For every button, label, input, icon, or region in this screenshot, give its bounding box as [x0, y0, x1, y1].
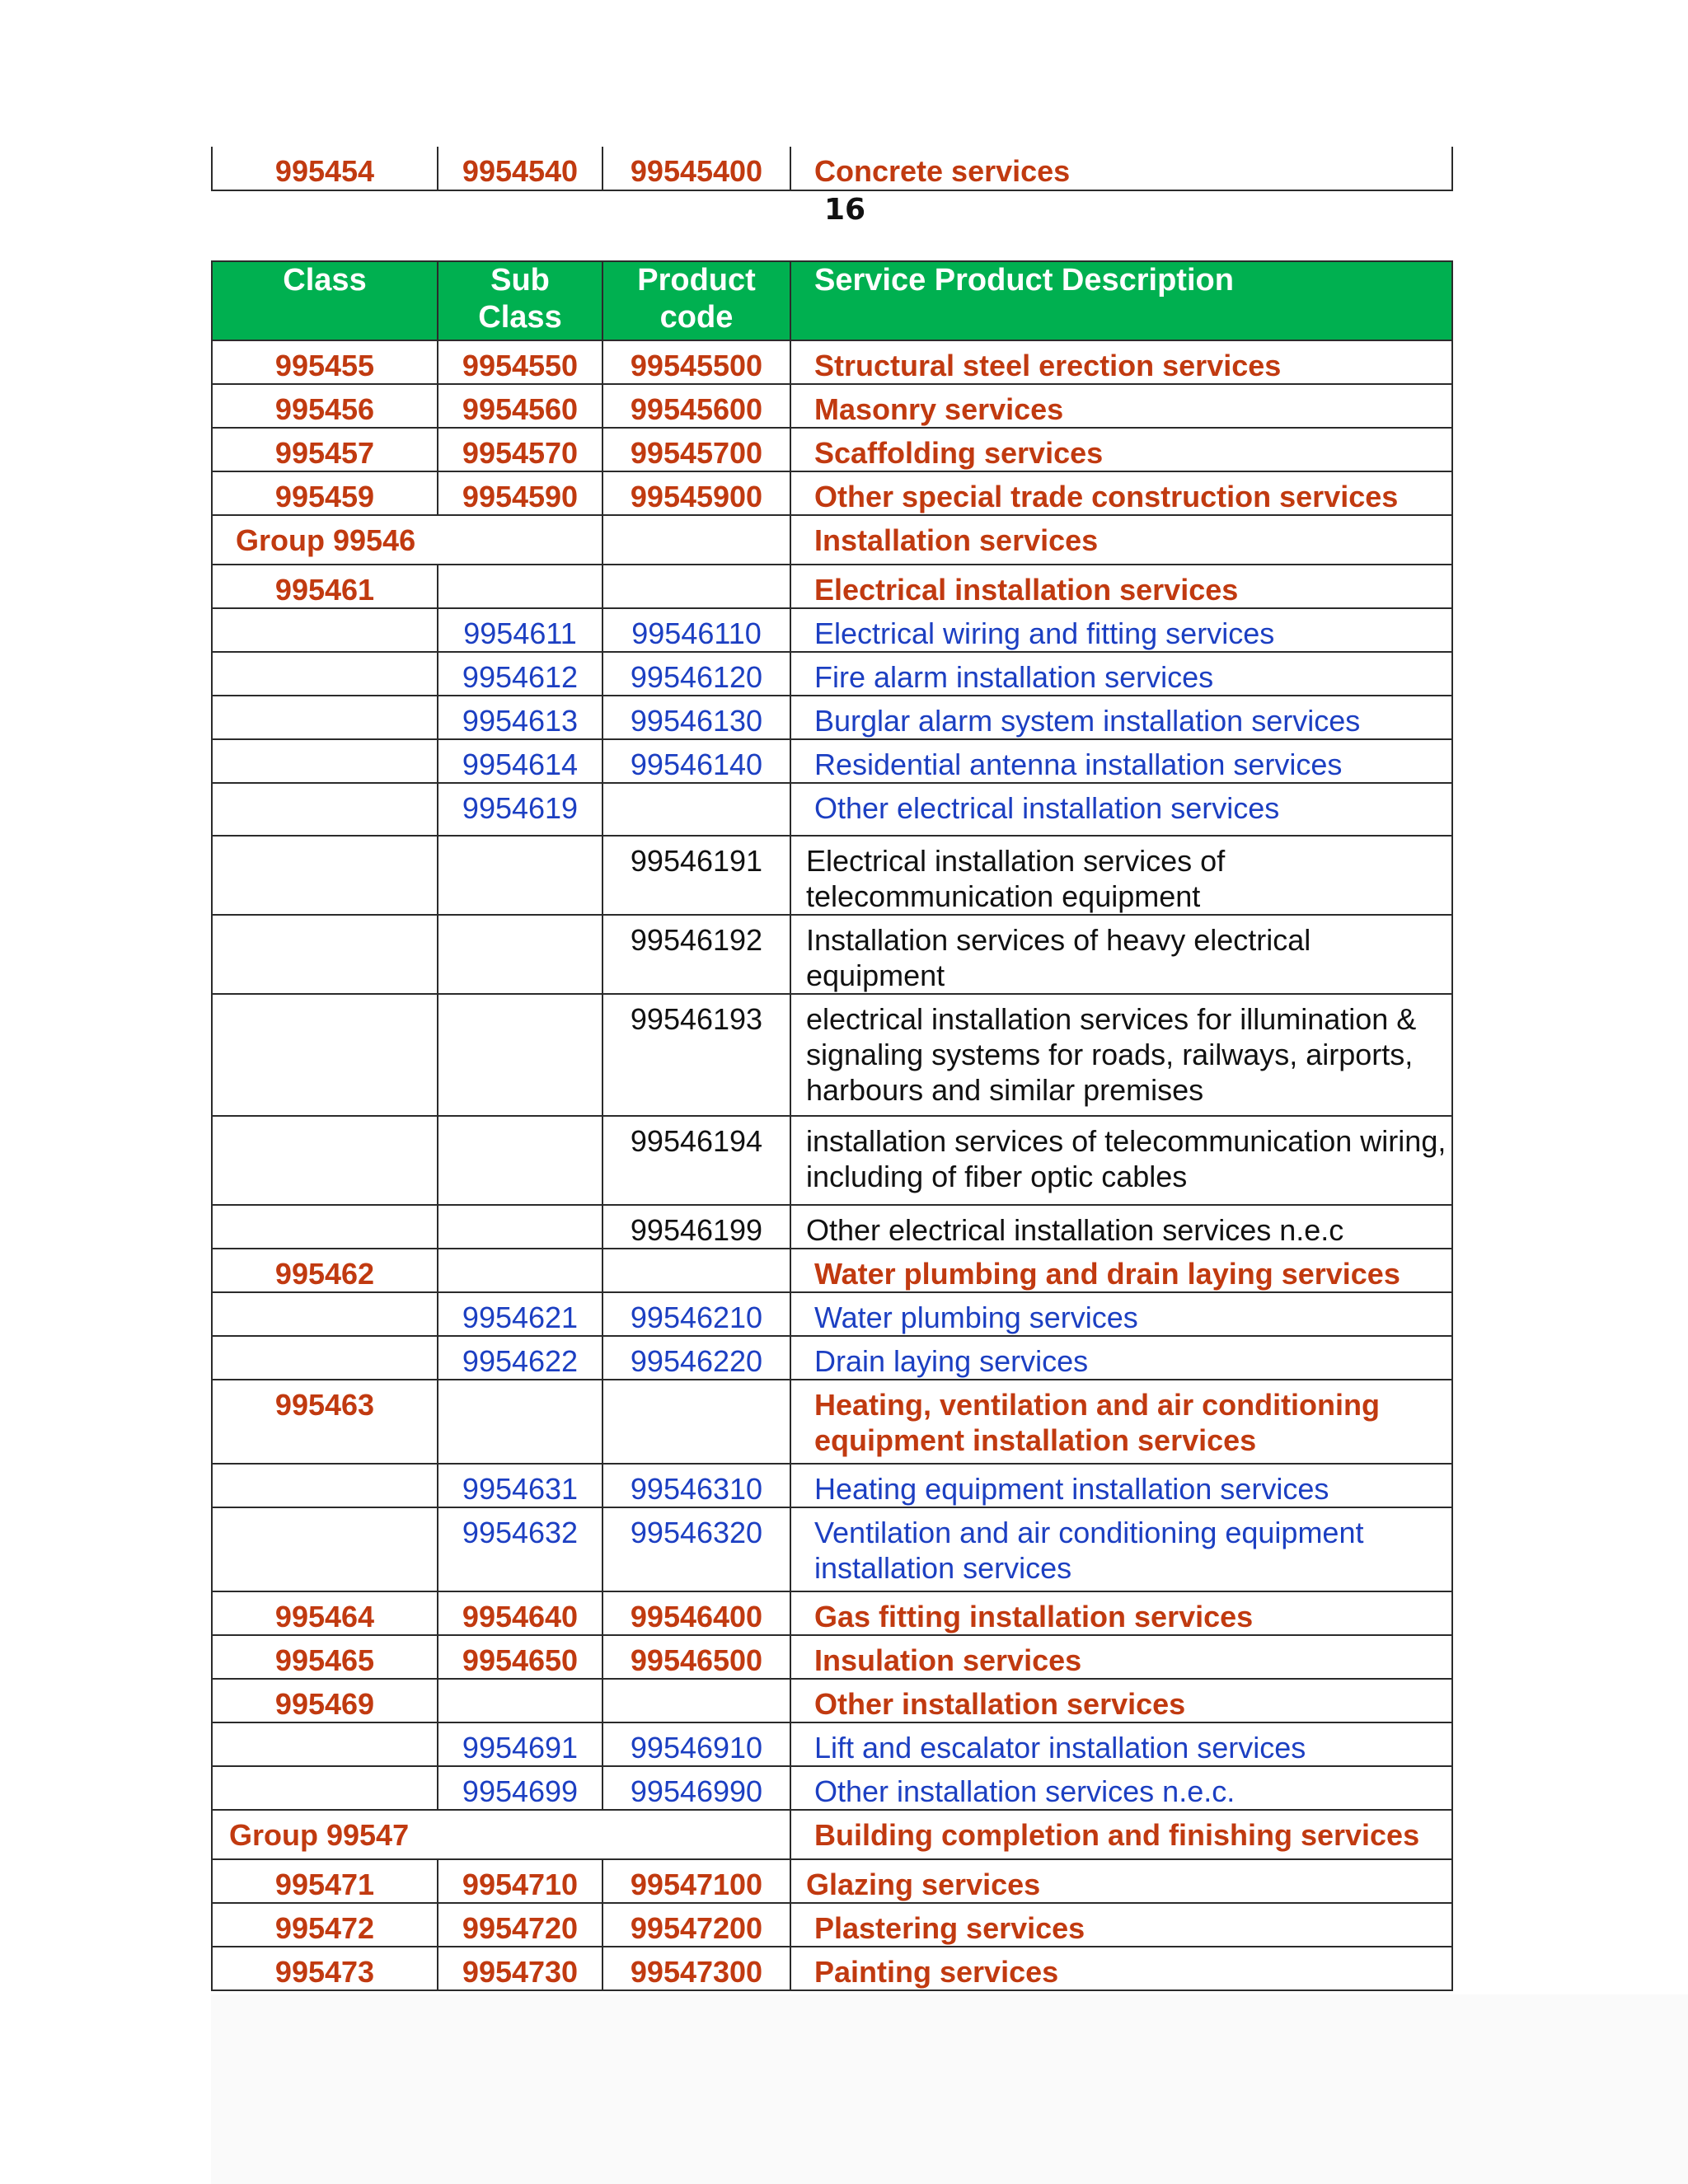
subclass-cell: 9954614: [438, 739, 603, 783]
description-cell: Burglar alarm system installation services: [790, 696, 1452, 739]
product-code-cell: 99545600: [603, 384, 790, 428]
class-cell: [212, 836, 438, 915]
description-cell: Masonry services: [790, 384, 1452, 428]
subclass-cell: 9954611: [438, 608, 603, 652]
page-bottom-shade: [211, 1994, 1688, 2184]
class-cell: 995456: [212, 384, 438, 428]
description-cell: Other special trade construction services: [790, 471, 1452, 515]
product-code-cell: [603, 1249, 790, 1292]
continued-table: [211, 147, 1453, 191]
product-code-cell: 99547100: [603, 1859, 790, 1903]
description-cell: Electrical installation services: [790, 565, 1452, 608]
table-row: [212, 1380, 1452, 1464]
class-cell: [212, 1766, 438, 1810]
table-row: [212, 1635, 1452, 1679]
class-cell: [212, 783, 438, 836]
subclass-cell: [438, 1205, 603, 1249]
product-code-cell: 99546310: [603, 1464, 790, 1507]
description-cell: Concrete services: [790, 147, 1452, 190]
table-row: [212, 147, 1452, 190]
product-code-cell: 99546140: [603, 739, 790, 783]
description-cell: Lift and escalator installation services: [790, 1722, 1452, 1766]
class-cell: 995457: [212, 428, 438, 471]
product-code-cell: 99546220: [603, 1336, 790, 1380]
table-row: [212, 428, 1452, 471]
subclass-cell: 9954590: [438, 471, 603, 515]
class-cell: 995454: [212, 147, 438, 190]
product-code-cell: 99546110: [603, 608, 790, 652]
description-cell: Installation services of heavy electrical equipment: [790, 915, 1452, 994]
subclass-cell: 9954710: [438, 1859, 603, 1903]
product-code-cell: 99546192: [603, 915, 790, 994]
class-cell: 995462: [212, 1249, 438, 1292]
class-cell: 995473: [212, 1947, 438, 1990]
description-cell: electrical installation services for illumination & signaling systems for roads, railways, airports, harbours and similar premises: [790, 994, 1452, 1116]
subclass-cell: 9954632: [438, 1507, 603, 1591]
subclass-cell: [438, 836, 603, 915]
class-cell: 995459: [212, 471, 438, 515]
class-cell: 995471: [212, 1859, 438, 1903]
product-code-cell: 99546199: [603, 1205, 790, 1249]
product-code-cell: 99547300: [603, 1947, 790, 1990]
description-cell: Other installation services: [790, 1679, 1452, 1722]
table-row: [212, 1679, 1452, 1722]
product-code-cell: [603, 1679, 790, 1722]
product-code-cell: 99546990: [603, 1766, 790, 1810]
product-code-cell: 99546194: [603, 1116, 790, 1205]
header-description: Service Product Description: [790, 261, 1452, 340]
product-code-cell: 99546500: [603, 1635, 790, 1679]
description-cell: Other electrical installation services n.e.c: [790, 1205, 1452, 1249]
table-row: [212, 1336, 1452, 1380]
product-code-cell: 99545900: [603, 471, 790, 515]
table-row: [212, 652, 1452, 696]
subclass-cell: 9954612: [438, 652, 603, 696]
table-row: [212, 1810, 1452, 1859]
table-row: [212, 739, 1452, 783]
class-cell: 995463: [212, 1380, 438, 1464]
table-row: [212, 1249, 1452, 1292]
product-code-cell: [603, 565, 790, 608]
subclass-cell: [438, 1679, 603, 1722]
subclass-cell: 9954691: [438, 1722, 603, 1766]
subclass-cell: 9954560: [438, 384, 603, 428]
subclass-cell: [438, 565, 603, 608]
product-code-cell: 99546130: [603, 696, 790, 739]
description-cell: Other installation services n.e.c.: [790, 1766, 1452, 1810]
description-cell: Electrical wiring and fitting services: [790, 608, 1452, 652]
description-cell: Glazing services: [790, 1859, 1452, 1903]
class-cell: 995464: [212, 1591, 438, 1635]
class-cell: 995455: [212, 340, 438, 384]
subclass-cell: [438, 1249, 603, 1292]
description-cell: Fire alarm installation services: [790, 652, 1452, 696]
description-cell: installation services of telecommunication wiring, including of fiber optic cables: [790, 1116, 1452, 1205]
table-row: [212, 471, 1452, 515]
table-row: [212, 696, 1452, 739]
product-code-cell: 99546400: [603, 1591, 790, 1635]
header-class: Class: [212, 261, 438, 340]
table-body: [212, 340, 1452, 1990]
product-code-cell: 99546210: [603, 1292, 790, 1336]
header-subclass: Sub Class: [438, 261, 603, 340]
subclass-cell: 9954699: [438, 1766, 603, 1810]
class-cell: [212, 739, 438, 783]
description-cell: Heating equipment installation services: [790, 1464, 1452, 1507]
product-code-cell: 99546120: [603, 652, 790, 696]
subclass-cell: [438, 1380, 603, 1464]
subclass-cell: 9954730: [438, 1947, 603, 1990]
table-row: [212, 1722, 1452, 1766]
product-code-cell: 99546191: [603, 836, 790, 915]
class-cell: [212, 1336, 438, 1380]
table-row: [212, 1591, 1452, 1635]
product-code-cell: 99545700: [603, 428, 790, 471]
table-row: [212, 1292, 1452, 1336]
description-cell: Electrical installation services of telecommunication equipment: [790, 836, 1452, 915]
product-code-cell: 99546910: [603, 1722, 790, 1766]
product-code-cell: [603, 1380, 790, 1464]
product-code-cell: [603, 515, 790, 565]
description-cell: Installation services: [790, 515, 1452, 565]
class-cell: 995461: [212, 565, 438, 608]
class-cell: 995472: [212, 1903, 438, 1947]
table-row: [212, 915, 1452, 994]
class-cell: [212, 1507, 438, 1591]
table-row: [212, 565, 1452, 608]
subclass-cell: 9954720: [438, 1903, 603, 1947]
description-cell: Water plumbing services: [790, 1292, 1452, 1336]
description-cell: Ventilation and air conditioning equipment installation services: [790, 1507, 1452, 1591]
subclass-cell: 9954540: [438, 147, 603, 190]
class-cell: [212, 1722, 438, 1766]
subclass-cell: 9954640: [438, 1591, 603, 1635]
description-cell: Other electrical installation services: [790, 783, 1452, 836]
class-cell: 995465: [212, 1635, 438, 1679]
table-row: [212, 783, 1452, 836]
page-number: 16: [824, 193, 866, 227]
class-cell: [212, 994, 438, 1116]
class-cell: [212, 1292, 438, 1336]
table-row: [212, 515, 1452, 565]
table-row: [212, 1205, 1452, 1249]
subclass-cell: 9954570: [438, 428, 603, 471]
service-code-table: [211, 260, 1453, 1991]
product-code-cell: [603, 783, 790, 836]
subclass-cell: 9954650: [438, 1635, 603, 1679]
header-product-code: Product code: [603, 261, 790, 340]
table-row: [212, 608, 1452, 652]
table-row: [212, 836, 1452, 915]
description-cell: Building completion and finishing services: [790, 1810, 1452, 1859]
description-cell: Heating, ventilation and air conditioning equipment installation services: [790, 1380, 1452, 1464]
class-cell: [212, 696, 438, 739]
subclass-cell: 9954631: [438, 1464, 603, 1507]
class-cell: [212, 1464, 438, 1507]
table-header-row: [212, 261, 1452, 340]
product-code-cell: 99546320: [603, 1507, 790, 1591]
table-row: [212, 1507, 1452, 1591]
subclass-cell: [438, 1116, 603, 1205]
subclass-cell: 9954613: [438, 696, 603, 739]
subclass-cell: 9954622: [438, 1336, 603, 1380]
class-cell: [212, 1205, 438, 1249]
group-cell: Group 99547: [212, 1810, 790, 1859]
class-cell: [212, 915, 438, 994]
description-cell: Painting services: [790, 1947, 1452, 1990]
product-code-cell: 99546193: [603, 994, 790, 1116]
description-cell: Insulation services: [790, 1635, 1452, 1679]
subclass-cell: [438, 994, 603, 1116]
table-row: [212, 1464, 1452, 1507]
table-row: [212, 1947, 1452, 1990]
table-row: [212, 1766, 1452, 1810]
description-cell: Gas fitting installation services: [790, 1591, 1452, 1635]
group-cell: Group 99546: [212, 515, 603, 565]
class-cell: [212, 1116, 438, 1205]
table-row: [212, 1116, 1452, 1205]
product-code-cell: 99545400: [603, 147, 790, 190]
table-row: [212, 1859, 1452, 1903]
table-row: [212, 340, 1452, 384]
description-cell: Drain laying services: [790, 1336, 1452, 1380]
subclass-cell: [438, 915, 603, 994]
description-cell: Structural steel erection services: [790, 340, 1452, 384]
table-row: [212, 994, 1452, 1116]
product-code-cell: 99547200: [603, 1903, 790, 1947]
subclass-cell: 9954550: [438, 340, 603, 384]
subclass-cell: 9954619: [438, 783, 603, 836]
table-row: [212, 1903, 1452, 1947]
description-cell: Plastering services: [790, 1903, 1452, 1947]
table-row: [212, 384, 1452, 428]
class-cell: [212, 608, 438, 652]
class-cell: 995469: [212, 1679, 438, 1722]
subclass-cell: 9954621: [438, 1292, 603, 1336]
class-cell: [212, 652, 438, 696]
description-cell: Water plumbing and drain laying services: [790, 1249, 1452, 1292]
description-cell: Residential antenna installation services: [790, 739, 1452, 783]
description-cell: Scaffolding services: [790, 428, 1452, 471]
product-code-cell: 99545500: [603, 340, 790, 384]
